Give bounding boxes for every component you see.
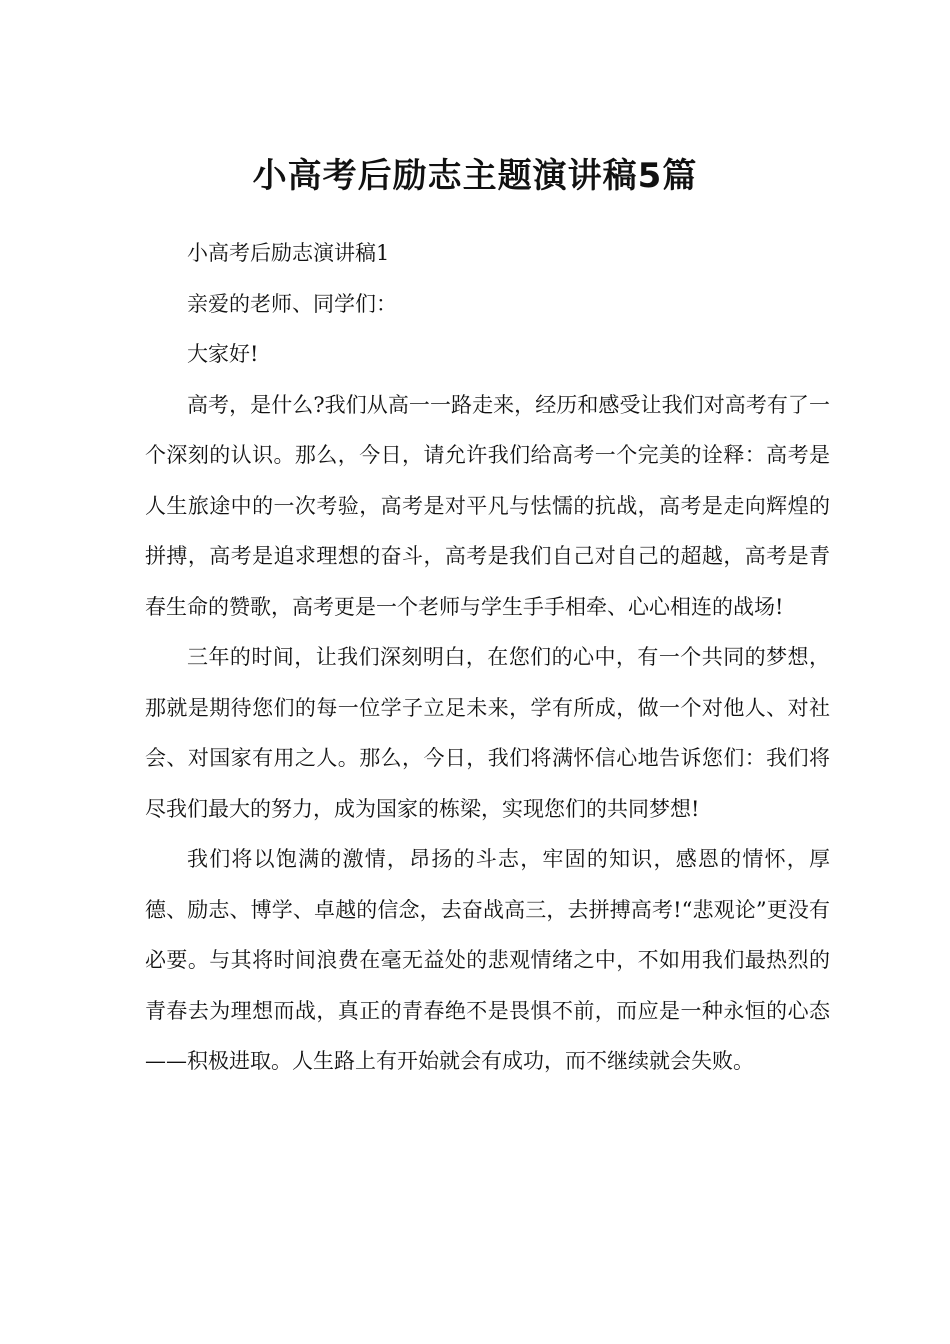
document-title: 小高考后励志主题演讲稿5篇 (252, 155, 698, 196)
speech-heading: 小高考后励志演讲稿1 (187, 241, 390, 265)
body-paragraph: 高考，是什么?我们从高一一路走来，经历和感受让我们对高考有了一个深刻的认识。那么，今日，请允许我们给高考一个完美的诠释：高考是人生旅途中的一次考验，高考是对平凡与怯懦的抗战，高考是走向辉煌的拼搏，高考是追求理想的奋斗，高考是我们自己对自己的超越，高考是青春生命的赞歌，高考更是一个老师与学生手手相牵、心心相连的战场! (145, 392, 830, 619)
body-paragraph: 三年的时间，让我们深刻明白，在您们的心中，有一个共同的梦想，那就是期待您们的每一位学子立足未来，学有所成，做一个对他人、对社会、对国家有用之人。那么，今日，我们将满怀信心地告诉您们：我们将尽我们最大的努力，成为国家的栋梁，实现您们的共同梦想! (145, 645, 830, 821)
greeting: 大家好! (187, 342, 259, 366)
salutation: 亲爱的老师、同学们： (187, 291, 397, 316)
body-paragraph: 我们将以饱满的激情，昂扬的斗志，牢固的知识，感恩的情怀，厚德、励志、博学、卓越的信念，去奋战高三，去拼搏高考!“悲观论”更没有必要。与其将时间浪费在毫无益处的悲观情绪之中，不如用我们最热烈的青春去为理想而战，真正的青春绝不是畏惧不前，而应是一种永恒的心态——积极进取。人生路上有开始就会有成功，而不继续就会失败。 (145, 847, 830, 1073)
document-body (145, 228, 830, 1087)
